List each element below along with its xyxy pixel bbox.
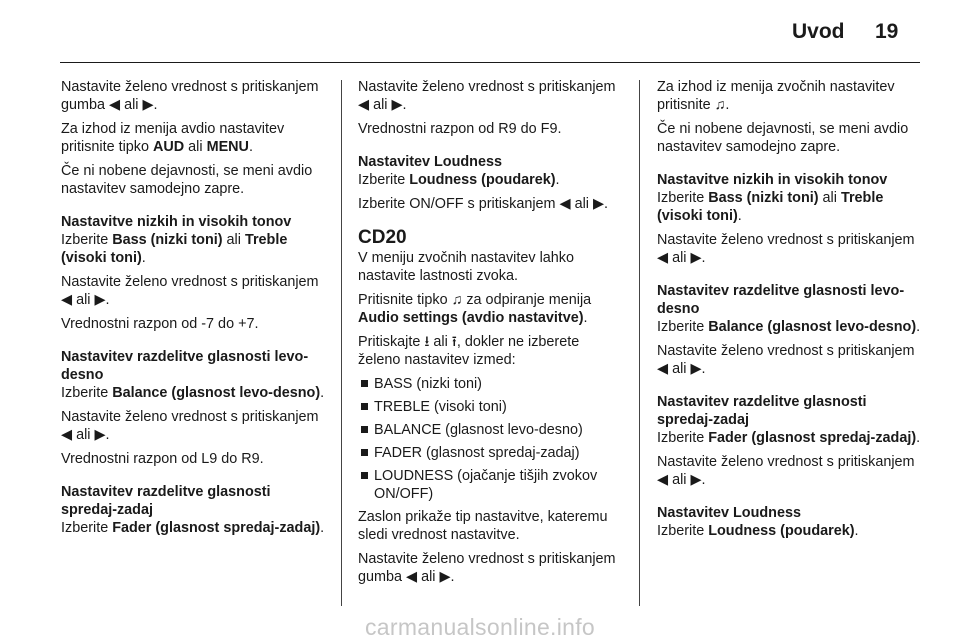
list-item: BALANCE (glasnost levo-desno) xyxy=(358,421,622,439)
cd20-heading: CD20 xyxy=(358,227,407,248)
paragraph: Vrednostni razpon od -7 do +7. xyxy=(61,316,259,332)
section-heading: Nastavitev razdelitve glasnosti levo-desno xyxy=(657,283,905,317)
list-item: FADER (glasnost spredaj-zadaj) xyxy=(358,444,622,462)
column-divider-2 xyxy=(639,80,640,606)
paragraph: Izberite Bass (nizki toni) ali Treble (visoki toni). xyxy=(61,232,288,266)
section-heading: Nastavitve nizkih in visokih tonov xyxy=(61,214,292,230)
paragraph: Izberite Balance (glasnost levo-desno). xyxy=(61,385,325,401)
paragraph: Nastavite želeno vrednost s pritiskanjem ◀ ali ▶. xyxy=(657,343,915,377)
paragraph: Izberite Loudness (poudarek). xyxy=(657,523,859,539)
paragraph: Izberite ON/OFF s pritiskanjem ◀ ali ▶. xyxy=(358,196,609,212)
watermark: carmanualsonline.info xyxy=(364,614,596,640)
paragraph: Nastavite želeno vrednost s pritiskanjem ◀ ali ▶. xyxy=(657,232,915,266)
paragraph: Nastavite želeno vrednost s pritiskanjem ◀ ali ▶. xyxy=(61,274,319,308)
section-heading: Nastavitev razdelitve glasnosti levo-desno xyxy=(61,349,309,383)
list-item: LOUDNESS (ojačanje tišjih zvokov ON/OFF) xyxy=(358,467,622,503)
aud-key-label: AUD xyxy=(152,139,185,155)
paragraph: Pritiskajte ⭳ ali ⭱, dokler ne izberete želeno nastavitev izmed: xyxy=(358,334,580,368)
paragraph: Nastavite želeno vrednost s pritiskanjem ◀ ali ▶. xyxy=(358,79,616,113)
section-heading: Nastavitev razdelitve glasnosti spredaj-zadaj xyxy=(61,484,271,518)
section-title: Uvod xyxy=(792,20,845,43)
paragraph: Če ni nobene dejavnosti, se meni avdio nastavitev samodejno zapre. xyxy=(657,121,909,155)
paragraph: Če ni nobene dejavnosti, se meni avdio nastavitev samodejno zapre. xyxy=(61,163,313,197)
paragraph: Izberite Bass (nizki toni) ali Treble (visoki toni). xyxy=(657,190,884,224)
paragraph: Izberite Fader (glasnost spredaj-zadaj). xyxy=(657,430,921,446)
paragraph: Pritisnite tipko ♫ za odpiranje menija Audio settings (avdio nastavitve). xyxy=(358,292,592,326)
list-item: BASS (nizki toni) xyxy=(358,375,622,393)
menu-key-label: MENU xyxy=(206,139,249,155)
page-number: 19 xyxy=(875,20,899,43)
section-heading: Nastavitev razdelitve glasnosti spredaj-zadaj xyxy=(657,394,867,428)
paragraph: Izberite Balance (glasnost levo-desno). xyxy=(657,319,921,335)
text-column-2 xyxy=(358,78,622,592)
paragraph: Nastavite želeno vrednost s pritiskanjem gumba ◀ ali ▶. xyxy=(358,551,616,585)
paragraph: Izberite Fader (glasnost spredaj-zadaj). xyxy=(61,520,325,536)
text-column-3 xyxy=(657,78,921,546)
paragraph: Nastavite želeno vrednost s pritiskanjem gumba ◀ ali ▶. xyxy=(61,79,319,113)
paragraph: V meniju zvočnih nastavitev lahko nastavite lastnosti zvoka. xyxy=(358,250,574,284)
paragraph: Nastavite želeno vrednost s pritiskanjem ◀ ali ▶. xyxy=(61,409,319,443)
section-heading: Nastavitev Loudness xyxy=(358,154,502,170)
paragraph: Za izhod iz menija zvočnih nastavitev pritisnite ♫. xyxy=(657,79,895,113)
column-divider-1 xyxy=(341,80,342,606)
paragraph: Nastavite želeno vrednost s pritiskanjem ◀ ali ▶. xyxy=(657,454,915,488)
header-divider xyxy=(60,62,920,63)
settings-list xyxy=(358,375,622,503)
list-item: TREBLE (visoki toni) xyxy=(358,398,622,416)
text-column-1 xyxy=(61,78,325,543)
section-heading: Nastavitve nizkih in visokih tonov xyxy=(657,172,888,188)
paragraph: Za izhod iz menija avdio nastavitev pritisnite tipko AUD ali MENU. xyxy=(61,121,285,155)
paragraph: Vrednostni razpon od L9 do R9. xyxy=(61,451,264,467)
paragraph: Izberite Loudness (poudarek). xyxy=(358,172,560,188)
paragraph: Vrednostni razpon od R9 do F9. xyxy=(358,121,562,137)
section-heading: Nastavitev Loudness xyxy=(657,505,801,521)
paragraph: Zaslon prikaže tip nastavitve, kateremu sledi vrednost nastavitve. xyxy=(358,509,608,543)
